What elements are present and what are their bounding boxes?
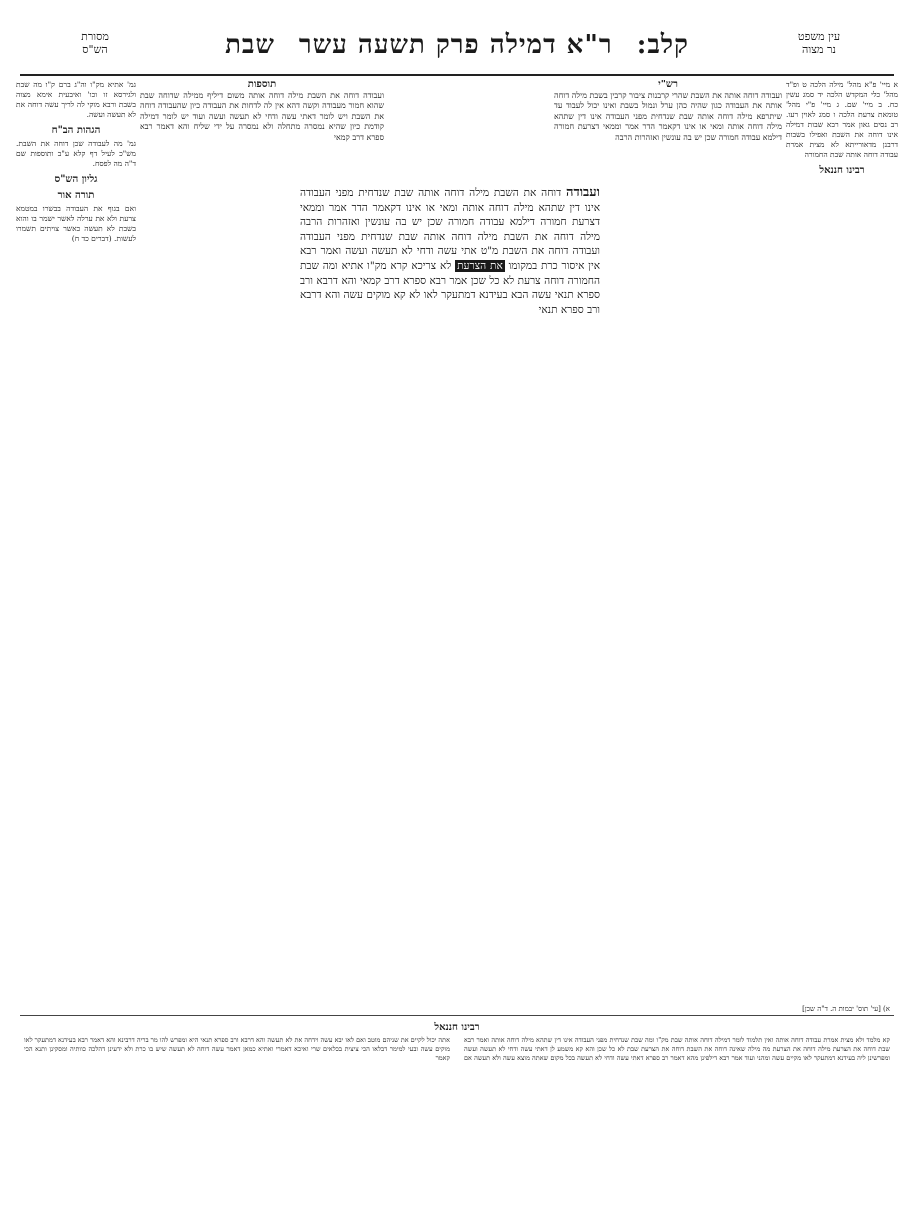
page-header [20,30,894,76]
gemara-text-block [300,186,600,886]
rashi-heading: רש"י [658,80,678,90]
rabbeinu-chananel-heading: רבינו חננאל [434,1022,480,1033]
gemara-text-part-2: מילה דוחה את השבת מילה דוחה אותה שבת שנדחית מפני העבודה ועבודה דוחה את השבת מ"ט אתי עשה ודחי לא תעשה ועשה ואמר רבא אין איסור כרת במקומו [300,230,600,272]
highlighted-phrase: את הצרעת [457,259,503,272]
masoret-hashas-column [16,80,136,980]
torah-or-text: ואם בגוף את העבודה בבשרו במטמא צרעת ולא את ערלה לאשר ישמר בו והוא בשבת לא תעשה כאשר צויתים תשמרו לעשות. (דברים כד ח) [16,204,136,243]
gemara-lead-word: ועבודה [565,186,600,200]
divider [20,1015,894,1016]
masoret-text: גמ' אתיא מק"ו וה"ג ברם ק"ו מה שבת ולגירסא זו וכו' ואיבעית אימא מצוה בשבת ורבא מוקי לה לריך עשה דוחה את לא תעשה ועשה. [16,80,136,119]
hagahot-text: גמ' מה לעבודה שכן דוחה את השבת. מש"כ לעיל דף קלא ע"ב ותוספות שם ד"ה מה לפסח. [16,139,136,168]
rabbeinu-chananel-side-heading: רבינו חננאל [819,165,865,176]
rashi-text: ועבודה דוחה אותה את השבת שהרי קרבנות ציבור קרבין בשבת מילה דוחה אותה את העבודה כגון שהיה כהן ערל ונמול בשבת ואינו יכול לעבוד עד שיתרפא מילה דוחה אותה שבת שנדחית מפני העבודה אינו דין שתהא מילה דוחה אותה ומאי או אינו דקאמר הדר אמר וממאי דצרעת חמורה דילמא עבודה חמורה שכן יש בה עונשין ואזהרות הרבה [554,90,782,142]
gemara-text-part-1: דוחה את השבת מילה דוחה אותה שבת שנדחית מפני העבודה אינו דין שתהא מילה דוחה אותה ומאי או אינו דקאמר הדר אמר וממאי דצרעת חמורה דילמא עבודה חמורה שכן יש בה עונשין ואזהרות הרבה [300,187,600,229]
masoret-hashas-heading: מסורת הש"ס [81,30,109,56]
rabbeinu-chananel-commentary: קא מלמד ולא מצית אמרת עבודה דוחה אותה ואין תלמוד לומר דמילה דוחה אותה שבת מק"ו ומה שבת שנדחית מפני העבודה אינו דין שתהא מילה דוחה אותה ואמר רבא שבת דוחה את הצרעת מילה דוחה את הצרעת מה מילה שאינה דוחה את השבת דוחה את הצרעת שבת לא כל שכן והא קא משמע לן דאתי עשה ודחי לא תעשה ועשה ומפרשינן ליה בעידנא דמתעקר לאו מקיים עשה ומהני ועוד אמר רבא דילפינן מהא דאמר רב ספרא דאתי עשה ודחי לא תעשה בכל מקום שאתה מוצא עשה ולא תעשה אם אתה יכול לקיים את שניהם מוטב ואם לאו יבא עשה וידחה את לא תעשה והא דרבא ורב ספרא תנאי היא ומפרש להו מר בריה דרבינא והא דאמר רבא בעידנא דמתעקר לאו מוקים עשה ובעי למימר דבלאו הכי ציצית בכלאים שרי ואיכא דאמרי ואתיא כמאן דאמר עשה דוחה לא תעשה שיש בו כרת ולא ידעינן דהלכה כוותיה ומסקינן ותנא הכי קאמר [24,1036,890,1062]
page-number: קלב: [636,30,689,60]
chapter-title: ר"א דמילה פרק תשעה עשר [298,30,613,60]
tosafot-text: ועבודה דוחה את השבת מילה דוחה אותה משום דיליף ממילה שדוחה שבת שהוא חמור מעבודה וקשה דהא אין לה לדחות את העבודה כיון שהעבודה דוחה את השבת ויש לומר דאתי עשה ודחי לא תעשה ועשה ועוד יש לומר דמילה קודמת כיון שהיא נמסרה מתחלה ולא נמסרה על ידי שליח והא דאמר רבא ספרא דרב קמאי [140,90,384,142]
hagahot-habach-heading: הגהות הב"ח [51,125,101,136]
gemara-closing-line: עשה הבא בעידנא דמתעקר לאו לא קא מוקים עשה והא דרבא ורב ספרא תנאי [300,289,600,316]
ein-mishpat-text: א מיי' פ"א מהל' מילה הלכה ט ופ"ד מהל' כלי המקדש הלכה יד סמג עשין כח. ב מיי' שם. ג מיי' פ"י מהל' טומאת צרעת הלכה ו סמג לאוין רעו. רב נסים גאון אמר רבא שבות דמילה אינו דוחה את השבת ואפילו בשבות דרבנן מדאורייתא לא מצית אמרת עבודה דוחה אותה שבת החמורה [786,80,898,159]
tosafot-heading: תוספות [247,80,277,90]
gemara-text-part-3: לא צריכא קרא מק"ו אתיא ומה שבת החמורה דוחה צרעת לא כל שכן אמר רבא ספרא דרב קמאי והא דרבא ורב ספרא תנאי [300,259,600,302]
tractate-name: שבת [225,30,275,60]
gilyon-hashas-heading: גליון הש"ס [54,174,98,185]
torah-or-heading: תורה אור [57,190,95,201]
page-title [180,30,734,60]
ein-mishpat-column [786,80,898,980]
footnote: א) [עי' תוס' יבמות ה. ד"ה שכן] [802,1005,890,1013]
ein-mishpat-heading: עין משפט נר מצוה [797,30,841,56]
